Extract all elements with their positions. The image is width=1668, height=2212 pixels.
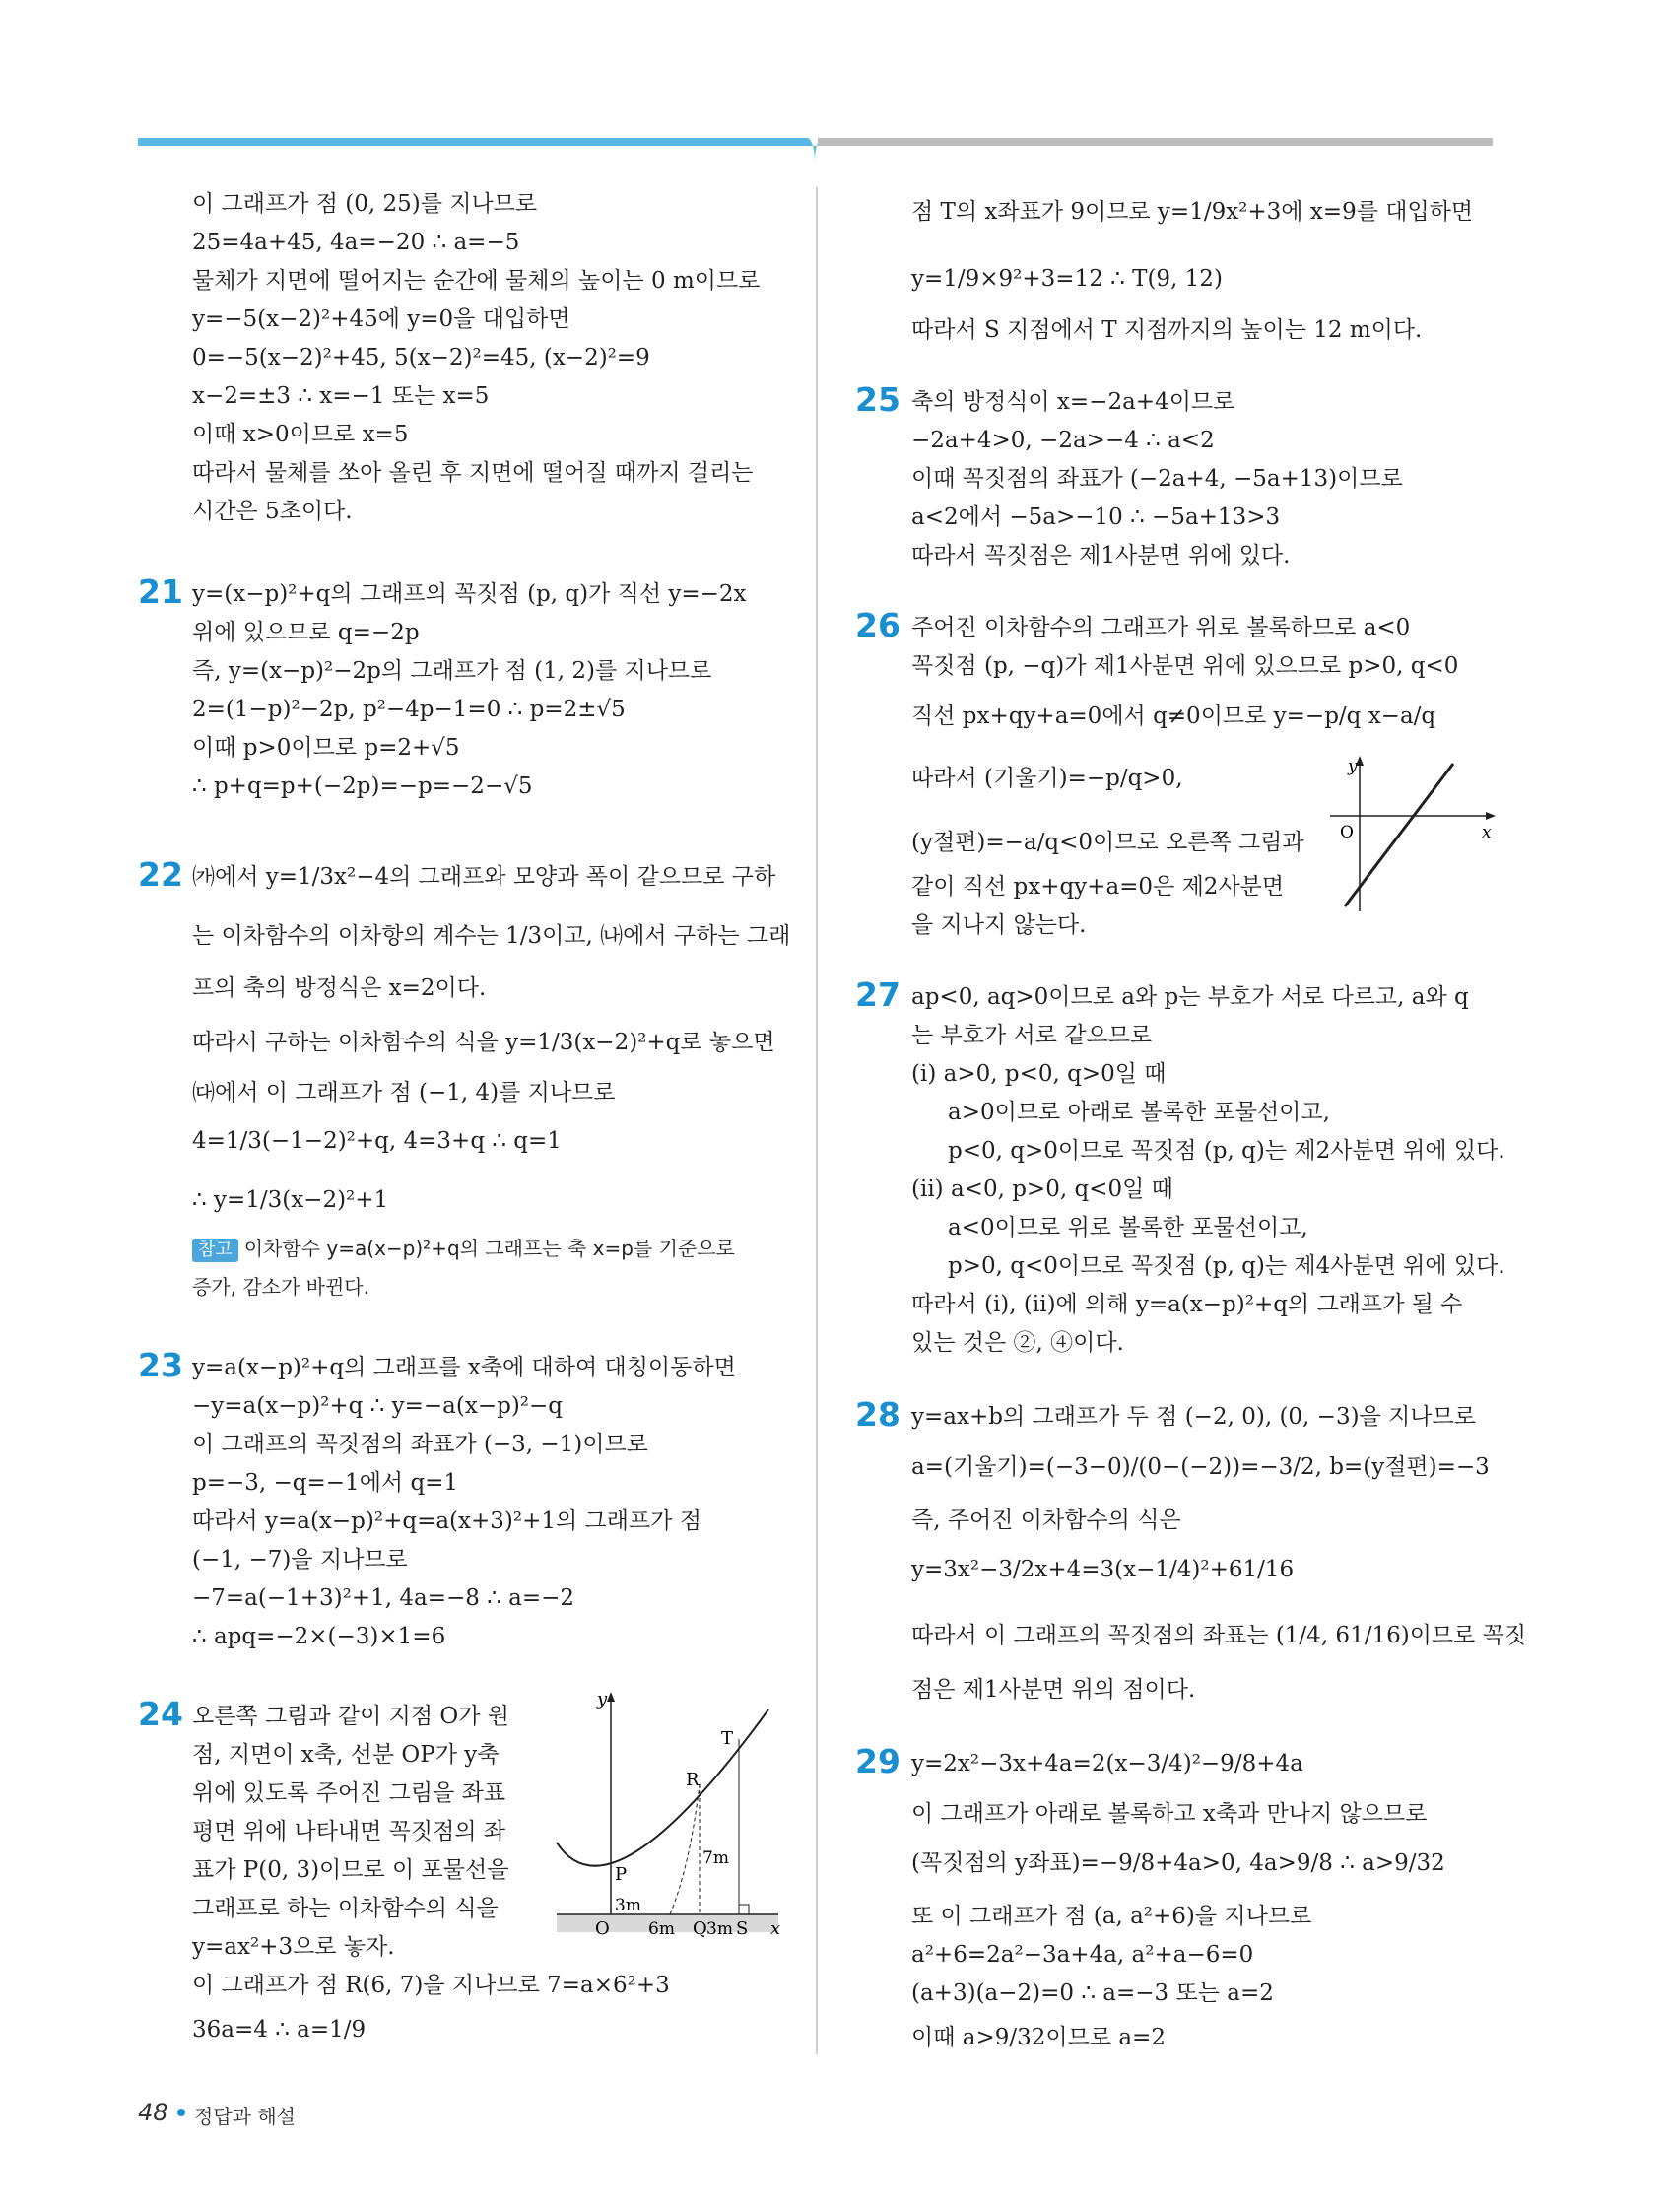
text-line: 점, 지면이 x축, 선분 OP가 y축: [192, 1742, 500, 1768]
text-line: 표가 P(0, 3)이므로 이 포물선을: [192, 1857, 509, 1883]
text-line: y=ax+b의 그래프가 두 점 (−2, 0), (0, −3)을 지나므로: [911, 1404, 1476, 1430]
text-line: ㈎에서 y=1/3x²−4의 그래프와 모양과 폭이 같으므로 구하: [192, 864, 776, 890]
text-line: a<2에서 −5a>−10 ∴ −5a+13>3: [911, 504, 1281, 530]
point-s-label: S: [736, 1918, 749, 1939]
problem-number-29: 29: [855, 1742, 901, 1780]
text-line: 있는 것은 ②, ④이다.: [911, 1330, 1124, 1356]
length-qr-label: 7m: [702, 1848, 729, 1868]
line-px-qy-a: [1345, 764, 1453, 906]
text-line: y=a(x−p)²+q의 그래프를 x축에 대하여 대칭이동하면: [192, 1355, 736, 1380]
text-line: −7=a(−1+3)²+1, 4a=−8 ∴ a=−2: [192, 1585, 575, 1611]
text-line: 따라서 물체를 쏘아 올린 후 지면에 떨어질 때까지 걸리는: [192, 460, 754, 486]
note-line: 증가, 감소가 바뀐다.: [192, 1275, 369, 1299]
page-number: 48: [138, 2099, 168, 2126]
text-line: 따라서 꼭짓점은 제1사분면 위에 있다.: [911, 543, 1291, 569]
header-bar-right: [818, 138, 1493, 146]
text-line: 이 그래프가 점 R(6, 7)을 지나므로 7=a×6²+3: [192, 1973, 670, 1998]
length-op-label: 3m: [615, 1896, 641, 1915]
origin-label: O: [595, 1918, 610, 1939]
note-tag: 참고: [192, 1239, 238, 1262]
text-line: 이때 p>0이므로 p=2+√5: [192, 735, 460, 761]
text-line: p>0, q<0이므로 꼭짓점 (p, q)는 제4사분면 위에 있다.: [948, 1253, 1505, 1279]
origin-label: O: [1340, 823, 1354, 842]
text-line: (ⅰ) a>0, p<0, q>0일 때: [911, 1061, 1167, 1087]
text-line: 즉, 주어진 이차함수의 식은: [911, 1508, 1181, 1533]
text-line: 점은 제1사분면 위의 점이다.: [911, 1677, 1196, 1703]
point-t-label: T: [721, 1728, 734, 1749]
text-line: 따라서 y=a(x−p)²+q=a(x+3)²+1의 그래프가 점: [192, 1508, 701, 1534]
text-line: 평면 위에 나타내면 꼭짓점의 좌: [192, 1819, 506, 1844]
length-oq-label: 6m: [648, 1919, 675, 1939]
text-line: y=ax²+3으로 놓자.: [192, 1934, 395, 1960]
text-line: 이때 a>9/32이므로 a=2: [911, 2025, 1166, 2050]
text-line: 위에 있도록 주어진 그림을 좌표: [192, 1780, 506, 1806]
text-line: 같이 직선 px+qy+a=0은 제2사분면: [911, 874, 1285, 900]
y-axis-label: y: [1348, 757, 1358, 776]
text-line: y=2x²−3x+4a=2(x−3/4)²−9/8+4a: [911, 1751, 1303, 1776]
line-graph-figure: [1330, 754, 1498, 916]
text-line: 축의 방정식이 x=−2a+4이므로: [911, 389, 1235, 415]
text-line: y=(x−p)²+q의 그래프의 꼭짓점 (p, q)가 직선 y=−2x: [192, 581, 747, 607]
text-line: ㈐에서 이 그래프가 점 (−1, 4)를 지나므로: [192, 1080, 616, 1106]
text-line: 이 그래프의 꼭짓점의 좌표가 (−3, −1)이므로: [192, 1432, 648, 1457]
footer-bullet-icon: [177, 2109, 185, 2116]
text-line: ∴ p+q=p+(−2p)=−p=−2−√5: [192, 773, 533, 799]
text-line: (ⅱ) a<0, p>0, q<0일 때: [911, 1176, 1173, 1202]
text-line: 시간은 5초이다.: [192, 499, 353, 524]
text-line: p=−3, −q=−1에서 q=1: [192, 1470, 459, 1496]
text-line: 따라서 이 그래프의 꼭짓점의 좌표는 (1/4, 61/16)이므로 꼭짓: [911, 1623, 1527, 1648]
text-line: y=3x²−3/2x+4=3(x−1/4)²+61/16: [911, 1557, 1295, 1582]
text-line: −2a+4>0, −2a>−4 ∴ a<2: [911, 428, 1215, 453]
footer-title: 정답과 해설: [194, 2105, 296, 2128]
x-axis-label: x: [1482, 823, 1492, 842]
problem-number-22: 22: [138, 855, 183, 894]
text-line: 그래프로 하는 이차함수의 식을: [192, 1896, 499, 1921]
text-line: 즉, y=(x−p)²−2p의 그래프가 점 (1, 2)를 지나므로: [192, 658, 712, 684]
text-line: 위에 있으므로 q=−2p: [192, 620, 420, 645]
text-line: x−2=±3 ∴ x=−1 또는 x=5: [192, 383, 490, 409]
column-divider: [816, 187, 818, 2054]
problem-number-28: 28: [855, 1395, 901, 1434]
point-p-label: P: [615, 1864, 628, 1885]
problem-number-21: 21: [138, 572, 183, 611]
note-text: 이차함수 y=a(x−p)²+q의 그래프는 축 x=p를 기준으로: [243, 1237, 735, 1260]
text-line: 는 이차함수의 이차항의 계수는 1/3이고, ㈏에서 구하는 그래: [192, 923, 791, 949]
right-angle-mark: [739, 1905, 749, 1914]
text-line: 점 T의 x좌표가 9이므로 y=1/9x²+3에 x=9를 대입하면: [911, 199, 1474, 225]
text-line: (꼭짓점의 y좌표)=−9/8+4a>0, 4a>9/8 ∴ a>9/32: [911, 1850, 1445, 1876]
text-line: 꼭짓점 (p, −q)가 제1사분면 위에 있으므로 p>0, q<0: [911, 653, 1459, 679]
problem-number-24: 24: [138, 1695, 183, 1733]
arc-guide: [670, 1784, 700, 1914]
text-line: (y절편)=−a/q<0이므로 오른쪽 그림과: [911, 830, 1304, 855]
text-line: 4=1/3(−1−2)²+q, 4=3+q ∴ q=1: [192, 1128, 562, 1154]
text-line: 또 이 그래프가 점 (a, a²+6)을 지나므로: [911, 1904, 1312, 1929]
text-line: a>0이므로 아래로 볼록한 포물선이고,: [948, 1100, 1330, 1125]
text-line: −y=a(x−p)²+q ∴ y=−a(x−p)²−q: [192, 1393, 564, 1419]
text-line: 이 그래프가 아래로 볼록하고 x축과 만나지 않으므로: [911, 1801, 1428, 1827]
x-axis-label: x: [770, 1918, 781, 1939]
text-line: 물체가 지면에 떨어지는 순간에 물체의 높이는 0 m이므로: [192, 268, 761, 294]
text-line: 이때 꼭짓점의 좌표가 (−2a+4, −5a+13)이므로: [911, 466, 1403, 492]
text-line: (a+3)(a−2)=0 ∴ a=−3 또는 a=2: [911, 1980, 1274, 2006]
problem-number-26: 26: [855, 606, 901, 644]
header-bar-left: [138, 138, 808, 146]
text-line: 0=−5(x−2)²+45, 5(x−2)²=45, (x−2)²=9: [192, 345, 650, 370]
problem-number-27: 27: [855, 975, 901, 1014]
text-line: y=−5(x−2)²+45에 y=0을 대입하면: [192, 306, 570, 332]
text-line: 는 부호가 서로 같으므로: [911, 1023, 1153, 1048]
text-line: y=1/9×9²+3=12 ∴ T(9, 12): [911, 266, 1223, 292]
y-axis-arrow-icon: [607, 1692, 615, 1702]
text-line: 따라서 구하는 이차함수의 식을 y=1/3(x−2)²+q로 놓으면: [192, 1030, 775, 1055]
text-line: 을 지나지 않는다.: [911, 912, 1087, 938]
text-line: 따라서 (ⅰ), (ⅱ)에 의해 y=a(x−p)²+q의 그래프가 될 수: [911, 1292, 1463, 1317]
text-line: 이때 x>0이므로 x=5: [192, 422, 409, 447]
problem-number-25: 25: [855, 380, 901, 419]
x-axis-arrow-icon: [1486, 812, 1496, 820]
problem-number-23: 23: [138, 1346, 183, 1384]
text-line: 오른쪽 그림과 같이 지점 O가 원: [192, 1704, 510, 1729]
parabola-curve: [557, 1709, 768, 1866]
point-r-label: R: [686, 1770, 700, 1790]
text-line: p<0, q>0이므로 꼭짓점 (p, q)는 제2사분면 위에 있다.: [948, 1138, 1505, 1164]
text-line: 25=4a+45, 4a=−20 ∴ a=−5: [192, 230, 520, 255]
text-line: 2=(1−p)²−2p, p²−4p−1=0 ∴ p=2±√5: [192, 697, 626, 722]
text-line: ∴ apq=−2×(−3)×1=6: [192, 1624, 446, 1649]
text-line: 프의 축의 방정식은 x=2이다.: [192, 975, 487, 1001]
point-q-label: Q: [693, 1918, 707, 1939]
text-line: a<0이므로 위로 볼록한 포물선이고,: [948, 1215, 1308, 1240]
note-line: [192, 1234, 735, 1263]
parabola-figure: [552, 1690, 788, 1956]
text-line: 36a=4 ∴ a=1/9: [192, 2017, 367, 2043]
text-line: a=(기울기)=(−3−0)/(0−(−2))=−3/2, b=(y절편)=−3: [911, 1454, 1490, 1480]
text-line: (−1, −7)을 지나므로: [192, 1547, 408, 1573]
text-line: 주어진 이차함수의 그래프가 위로 볼록하므로 a<0: [911, 615, 1411, 640]
text-line: a²+6=2a²−3a+4a, a²+a−6=0: [911, 1942, 1254, 1968]
text-line: ap<0, aq>0이므로 a와 p는 부호가 서로 다르고, a와 q: [911, 984, 1469, 1010]
text-line: ∴ y=1/3(x−2)²+1: [192, 1187, 389, 1213]
text-line: 따라서 S 지점에서 T 지점까지의 높이는 12 m이다.: [911, 317, 1423, 343]
length-qs-label: 3m: [706, 1919, 733, 1939]
y-axis-label: y: [597, 1690, 608, 1709]
text-line: 직선 px+qy+a=0에서 q≠0이므로 y=−p/q x−a/q: [911, 704, 1436, 729]
text-line: 이 그래프가 점 (0, 25)를 지나므로: [192, 191, 538, 217]
text-line: 따라서 (기울기)=−p/q>0,: [911, 766, 1183, 791]
